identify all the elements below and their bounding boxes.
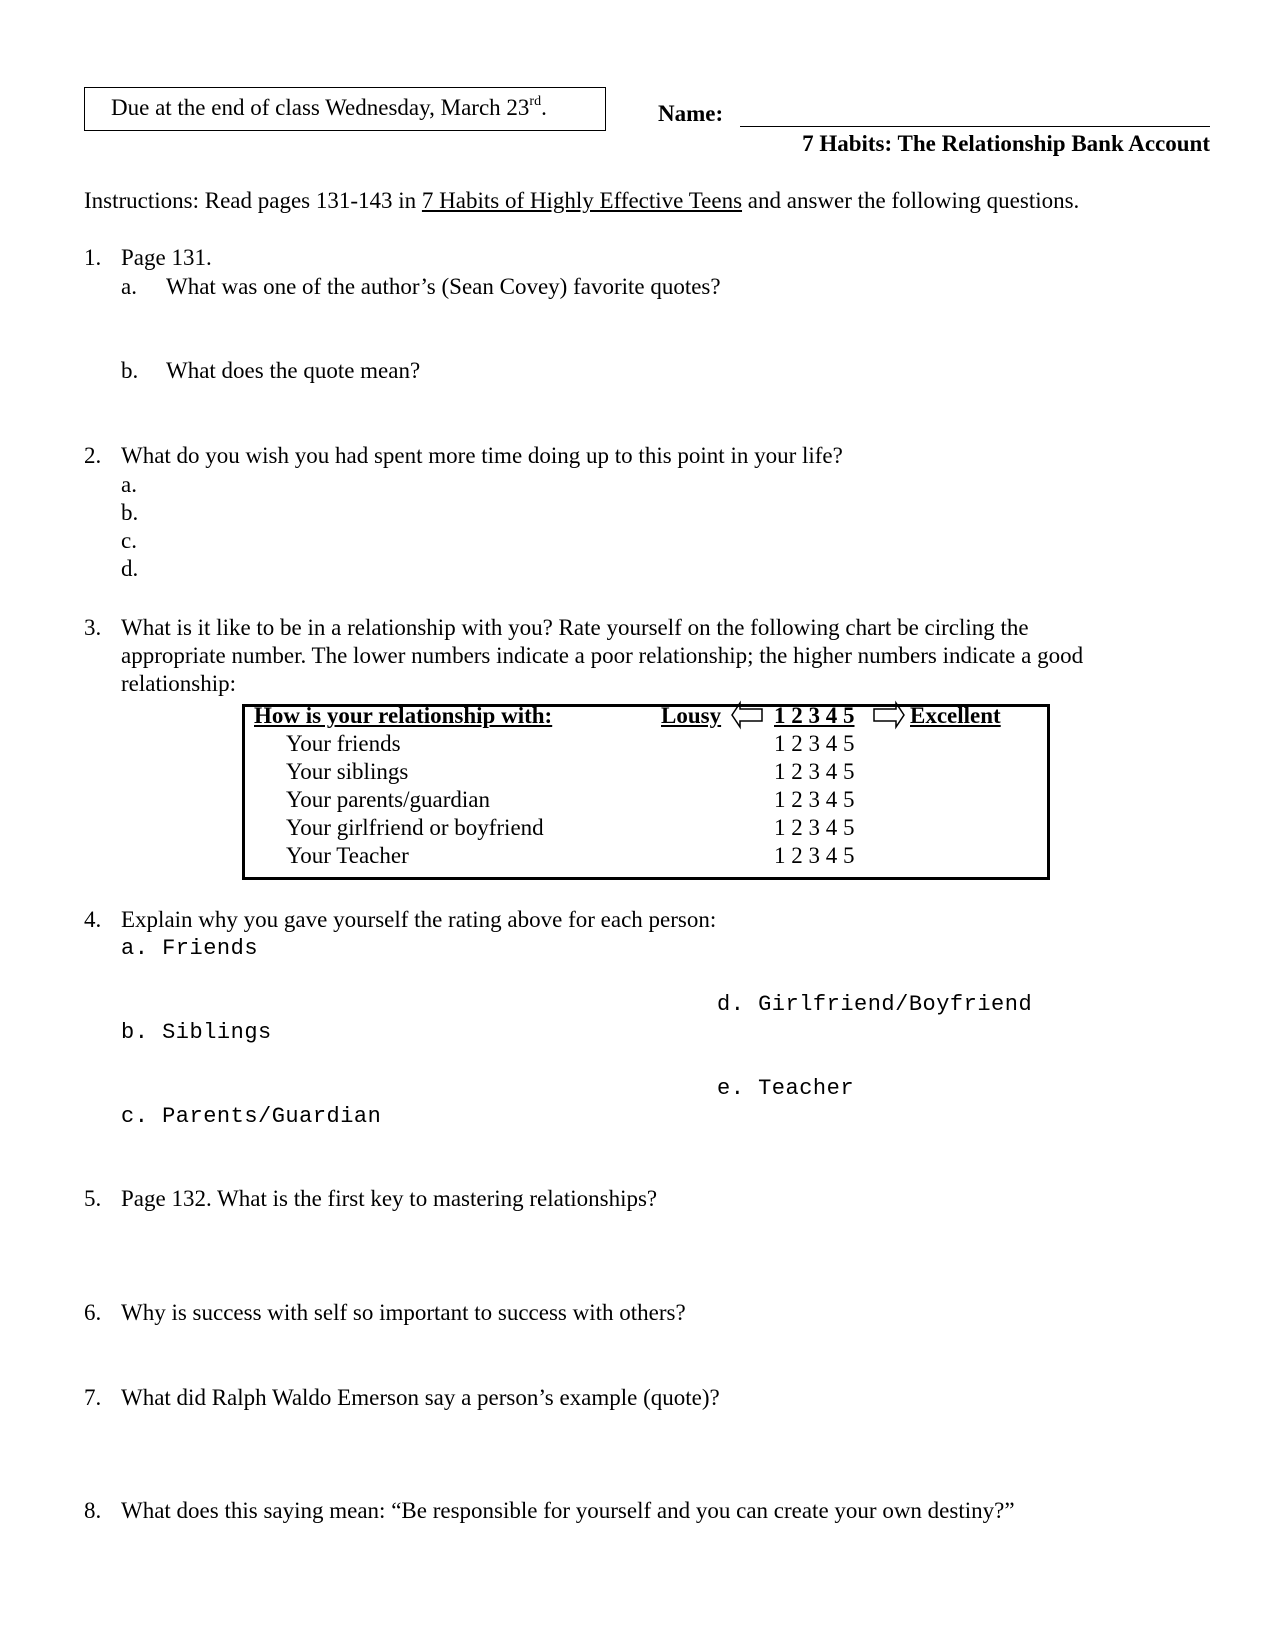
q3-number: 3. [84,615,102,640]
q4b-siblings: b. Siblings [121,1020,272,1045]
instructions [84,188,1079,214]
excellent-label: Excellent [910,703,1001,728]
table-header-scale: 1 2 3 4 5 [774,703,855,728]
left-arrow-icon [730,700,764,730]
instructions-suffix: and answer the following questions. [742,188,1080,213]
row-teacher-label: Your Teacher [286,843,409,868]
row-friends-label: Your friends [286,731,401,756]
row-friends-scale[interactable]: 1 2 3 4 5 [774,731,855,756]
q2b-letter: b. [121,500,139,525]
due-date-superscript: rd [529,94,542,109]
row-parents-scale[interactable]: 1 2 3 4 5 [774,787,855,812]
q7-text: What did Ralph Waldo Emerson say a person’s example (quote)? [121,1385,720,1410]
q1-text: Page 131. [121,245,212,270]
table-header-label: How is your relationship with: [254,703,553,728]
q4-number: 4. [84,907,102,932]
q5-text: Page 132. What is the first key to mastering relationships? [121,1186,658,1211]
q8-text: What does this saying mean: “Be responsible for yourself and you can create your own destiny?” [121,1498,1015,1523]
row-siblings-scale[interactable]: 1 2 3 4 5 [774,759,855,784]
due-date-text [111,95,547,121]
q2d-letter: d. [121,556,139,581]
q3-line1: What is it like to be in a relationship with you? Rate yourself on the following chart be circling the [121,615,1029,640]
q4d-partner: d. Girlfriend/Boyfriend [717,992,1033,1017]
q4a-friends: a. Friends [121,936,259,961]
q6-number: 6. [84,1300,102,1325]
due-date-box [84,87,606,131]
row-parents-label: Your parents/guardian [286,787,490,812]
q6-text: Why is success with self so important to success with others? [121,1300,686,1325]
q3-line3: relationship: [121,671,236,696]
q4-text: Explain why you gave yourself the rating above for each person: [121,907,717,932]
right-arrow-icon [872,700,906,730]
row-siblings-label: Your siblings [286,759,409,784]
name-field-line[interactable] [740,126,1210,127]
q2-text: What do you wish you had spent more time doing up to this point in your life? [121,443,843,468]
q2a-letter: a. [121,472,137,497]
q1b-text: What does the quote mean? [166,358,421,383]
q2c-letter: c. [121,528,137,553]
q1a-text: What was one of the author’s (Sean Covey) favorite quotes? [166,274,721,299]
q1b-letter: b. [121,358,139,383]
row-partner-label: Your girlfriend or boyfriend [286,815,544,840]
q1a-letter: a. [121,274,137,299]
row-teacher-scale[interactable]: 1 2 3 4 5 [774,843,855,868]
q1-number: 1. [84,245,102,270]
q2-number: 2. [84,443,102,468]
q3-line2: appropriate number. The lower numbers indicate a poor relationship; the higher numbers indicate a good [121,643,1084,668]
name-label: Name: [658,101,724,126]
due-date-period: . [541,95,547,120]
page-title: 7 Habits: The Relationship Bank Account [802,131,1210,156]
row-partner-scale[interactable]: 1 2 3 4 5 [774,815,855,840]
q8-number: 8. [84,1498,102,1523]
q7-number: 7. [84,1385,102,1410]
book-title: 7 Habits of Highly Effective Teens [421,188,743,213]
instructions-prefix: Instructions: Read pages 131-143 in [84,188,422,213]
lousy-label: Lousy [661,703,722,728]
q4c-parents: c. Parents/Guardian [121,1104,382,1129]
q5-number: 5. [84,1186,102,1211]
due-date-main: Due at the end of class Wednesday, March 23 [111,95,530,120]
q4e-teacher: e. Teacher [717,1076,855,1101]
